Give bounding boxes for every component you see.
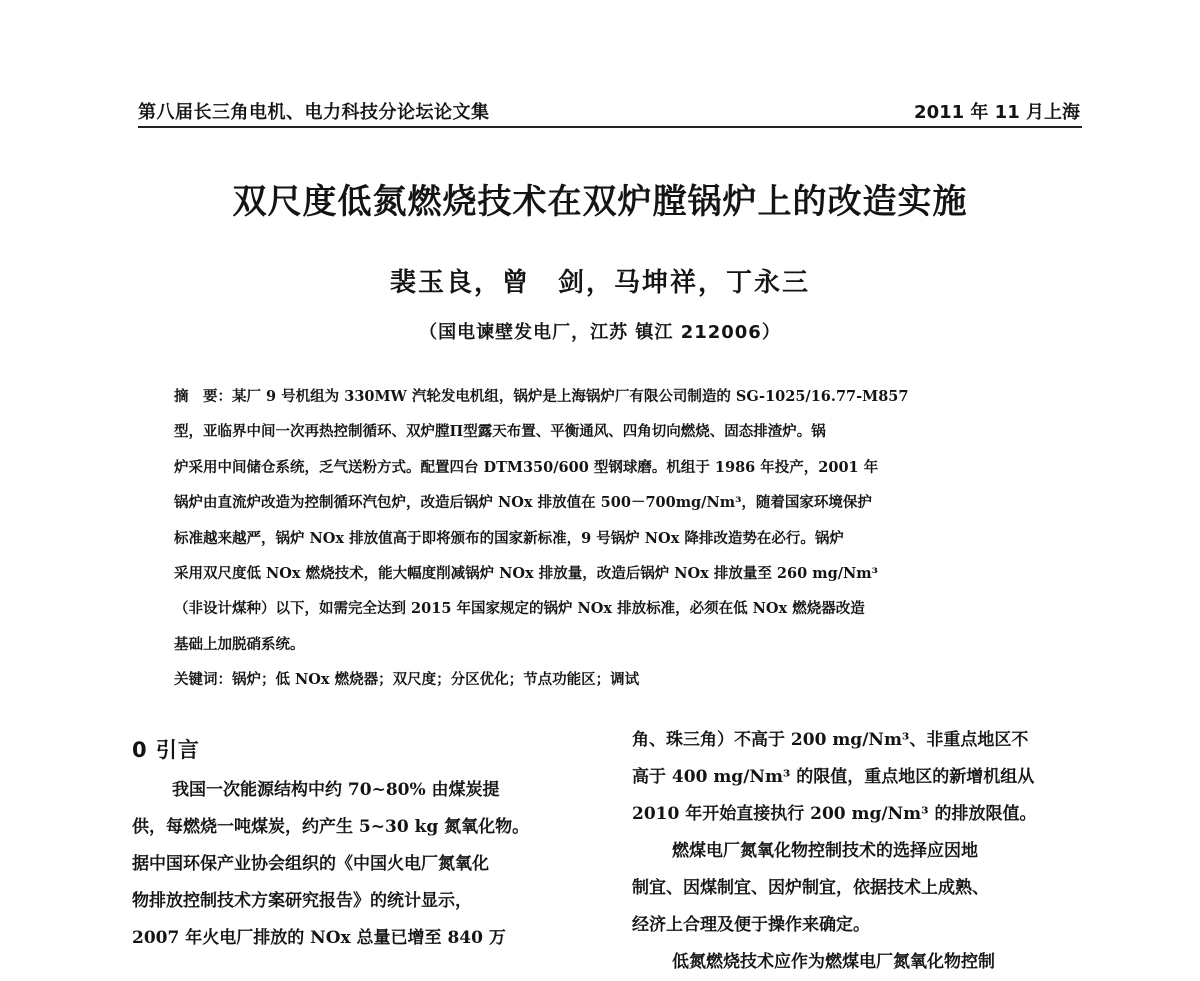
abstract-label: 摘 要： [174, 389, 232, 405]
body-line: 物排放控制技术方案研究报告》的统计显示， [132, 891, 472, 911]
keywords-text: 锅炉；低 NOx 燃烧器；双尺度；分区优化；节点功能区；调试 [232, 671, 640, 689]
abstract [174, 382, 1030, 695]
keywords-label: 关键词： [174, 672, 232, 689]
body-line: 高于 400 mg/Nm³ 的限值，重点地区的新增机组从 [632, 767, 1035, 787]
body-line: 制宜、因煤制宜、因炉制宜，依据技术上成熟、 [632, 878, 989, 898]
abstract-text: 某厂 9 号机组为 330MW 汽轮发电机组，锅炉是上海锅炉厂有限公司制造的 SG-1025/16.77-M857 [232, 388, 909, 405]
proceedings-name: 第八届长三角电机、电力科技分论坛论文集 [138, 102, 490, 123]
abstract-line: 标准越来越严，锅炉 NOx 排放值高于即将颁布的国家新标准，9 号锅炉 NOx 降排改造势在必行。锅炉 [174, 529, 844, 547]
body-line: 燃煤电厂氮氧化物控制技术的选择应因地 [672, 841, 978, 861]
section-heading: 0 引言 [132, 738, 200, 762]
abstract-line: 型，亚临界中间一次再热控制循环、双炉膛Π型露天布置、平衡通风、四角切向燃烧、固态排渣炉。锅 [174, 423, 826, 441]
body-line: 2007 年火电厂排放的 NOx 总量已增至 840 万 [132, 928, 506, 948]
running-header [138, 96, 1082, 128]
abstract-line: 采用双尺度低 NOx 燃烧技术，能大幅度削减锅炉 NOx 排放量，改造后锅炉 NOx 排放量至 260 mg/Nm³ [174, 564, 878, 582]
body-line: 据中国环保产业协会组织的《中国火电厂氮氧化 [132, 854, 489, 874]
affiliation: （国电谏壁发电厂，江苏 镇江 212006） [419, 322, 781, 343]
abstract-line: （非设计煤种）以下，如需完全达到 2015 年国家规定的锅炉 NOx 排放标准，必须在低 NOx 燃烧器改造 [174, 600, 865, 618]
keywords [174, 665, 1030, 695]
body-line: 2010 年开始直接执行 200 mg/Nm³ 的排放限值。 [632, 804, 1037, 824]
body-line: 角、珠三角）不高于 200 mg/Nm³、非重点地区不 [632, 730, 1029, 750]
abstract-line: 锅炉由直流炉改造为控制循环汽包炉，改造后锅炉 NOx 排放值在 500－700mg/Nm³，随着国家环境保护 [174, 494, 872, 512]
body-line: 经济上合理及便于操作来确定。 [632, 915, 870, 935]
author-list: 裴玉良，曾 剑，马坤祥，丁永三 [389, 268, 810, 298]
abstract-line [174, 382, 1030, 417]
right-column [632, 722, 1086, 981]
conference-date: 2011 年 11 月上海 [914, 102, 1080, 123]
body-line: 我国一次能源结构中约 70~80% 由煤炭提 [172, 780, 500, 800]
abstract-line: 炉采用中间储仓系统，乏气送粉方式。配置四台 DTM350/600 型钢球磨。机组于 1986 年投产，2001 年 [174, 458, 879, 476]
left-column [132, 728, 586, 957]
paper-title: 双尺度低氮燃烧技术在双炉膛锅炉上的改造实施 [232, 182, 968, 222]
abstract-line: 基础上加脱硝系统。 [174, 635, 305, 653]
body-line: 供，每燃烧一吨煤炭，约产生 5~30 kg 氮氧化物。 [132, 817, 530, 837]
body-line: 低氮燃烧技术应作为燃煤电厂氮氧化物控制 [672, 952, 995, 972]
